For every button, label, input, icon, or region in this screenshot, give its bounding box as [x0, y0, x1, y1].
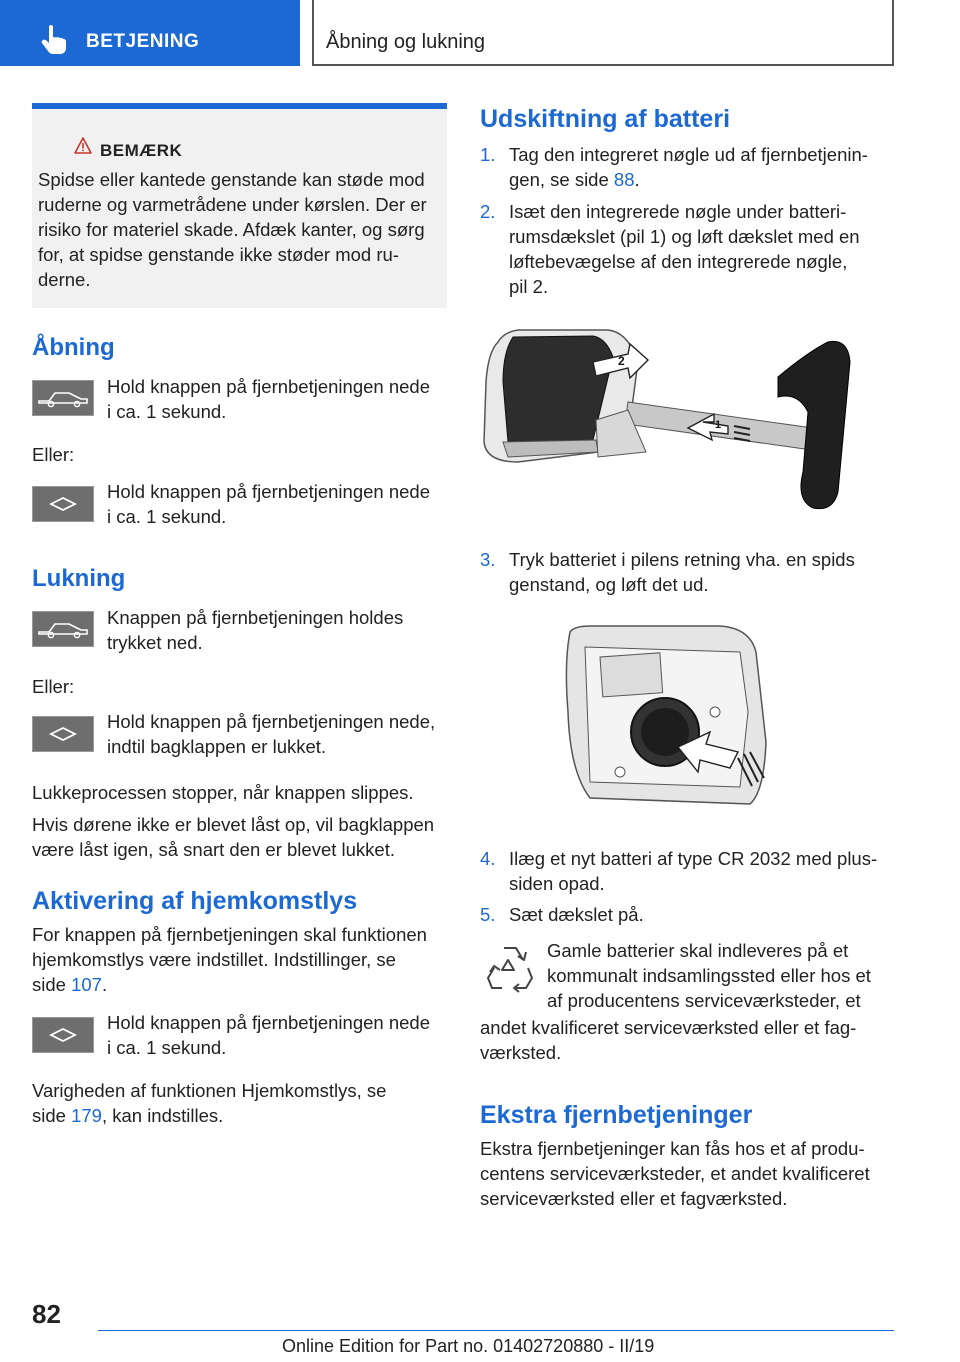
step-4-text: Ilæg et nyt batteri af type CR 2032 med plus- siden opad. [509, 848, 878, 894]
lukning-desc-2: Hold knappen på fjernbetjeningen nede, indtil bagklappen er lukket. [107, 711, 436, 757]
aabning-desc-2: Hold knappen på fjernbetjeningen nede i ca. 1 sekund. [107, 481, 430, 527]
heading-lukning: Lukning [32, 565, 126, 592]
eller-text: Eller: [32, 676, 75, 697]
page-link-107[interactable]: 107 [71, 974, 102, 995]
key-removal-illustration [478, 322, 864, 518]
recycle-text-cont: andet kvalificeret serviceværksted eller et fag- værksted. [480, 1017, 857, 1063]
recycle-text: Gamle batterier skal indleveres på et kommunalt indsamlingssted eller hos et af producentens serviceværksteder, et [547, 940, 871, 1011]
arrow-label-2: 2 [618, 354, 625, 368]
notice-text: Spidse eller kantede genstande kan støde mod ruderne og varmetrådene under kørslen. Der er risiko for materiel skade. Afdæk kanter, og sørg for, at spidse genstande ikke støder mod ru- derne. [38, 169, 427, 290]
page-number: 82 [32, 1299, 61, 1329]
step-number: 5. [480, 904, 496, 925]
car-tailgate-icon [32, 380, 94, 416]
battery-compartment-illustration [560, 622, 772, 806]
page-link-179[interactable]: 179 [71, 1105, 102, 1126]
notice-box [32, 103, 447, 308]
chapter-title: Åbning og lukning [326, 31, 486, 53]
step-1-text: Tag den integreret nøgle ud af fjernbetjenin- gen, se side 88. [509, 144, 868, 190]
diamond-button-icon [32, 486, 94, 522]
car-tailgate-icon [32, 611, 94, 647]
header-underline [312, 64, 894, 66]
diamond-button-icon [32, 1017, 94, 1053]
step-3-text: Tryk batteriet i pilens retning vha. en spids genstand, og løft det ud. [509, 549, 855, 595]
step-number: 3. [480, 549, 496, 570]
step-5-text: Sæt dækslet på. [509, 904, 644, 925]
notice-heading: BEMÆRK [100, 141, 183, 160]
header-section-tab [0, 0, 300, 66]
locked-text: Hvis dørene ikke er blevet låst op, vil bagklappen være låst igen, så snart den er blevet lukket. [32, 814, 435, 860]
recycle-icon [484, 942, 536, 994]
heading-aabning: Åbning [32, 334, 115, 361]
section-label: BETJENING [86, 31, 200, 52]
arrow-label-1: 1 [715, 419, 722, 431]
aktivering-desc: Hold knappen på fjernbetjeningen nede i ca. 1 sekund. [107, 1012, 430, 1058]
step-2-text: Isæt den integrerede nøgle under batteri- rumsdækslet (pil 1) og løft dækslet med en løftebevægelse af den integrerede nøgle, pil 2. [509, 201, 860, 297]
step-number: 4. [480, 848, 496, 869]
varighed-text: Varigheden af funktionen Hjemkomstlys, se side 179, kan indstilles. [32, 1080, 387, 1126]
warning-triangle-icon [74, 137, 92, 155]
pointing-hand-icon [40, 24, 68, 54]
header-divider-right [892, 0, 894, 66]
ekstra-text: Ekstra fjernbetjeninger kan fås hos et af produ- centens serviceværksteder, et andet kvalificeret serviceværksted eller et fagværksted. [480, 1138, 870, 1209]
footer-edition: Online Edition for Part no. 01402720880 - II/19 [282, 1336, 655, 1356]
footer-rule [98, 1330, 894, 1331]
page-link-88[interactable]: 88 [613, 169, 635, 190]
diamond-button-icon [32, 716, 94, 752]
lukning-desc-1: Knappen på fjernbetjeningen holdes trykket ned. [107, 607, 404, 653]
stop-text: Lukkeprocessen stopper, når knappen slippes. [32, 782, 414, 803]
heading-aktivering: Aktivering af hjemkomstlys [32, 887, 358, 915]
step-number: 1. [480, 144, 496, 165]
eller-text: Eller: [32, 444, 75, 465]
heading-udskiftning: Udskiftning af batteri [480, 105, 731, 133]
aabning-desc-1: Hold knappen på fjernbetjeningen nede i ca. 1 sekund. [107, 376, 430, 422]
aktivering-text: For knappen på fjernbetjeningen skal funktionen hjemkomstlys være indstillet. Indstillinger, se side 107. [32, 924, 427, 995]
heading-ekstra: Ekstra fjernbetjeninger [480, 1101, 753, 1129]
header-divider [312, 0, 314, 66]
step-number: 2. [480, 201, 496, 222]
